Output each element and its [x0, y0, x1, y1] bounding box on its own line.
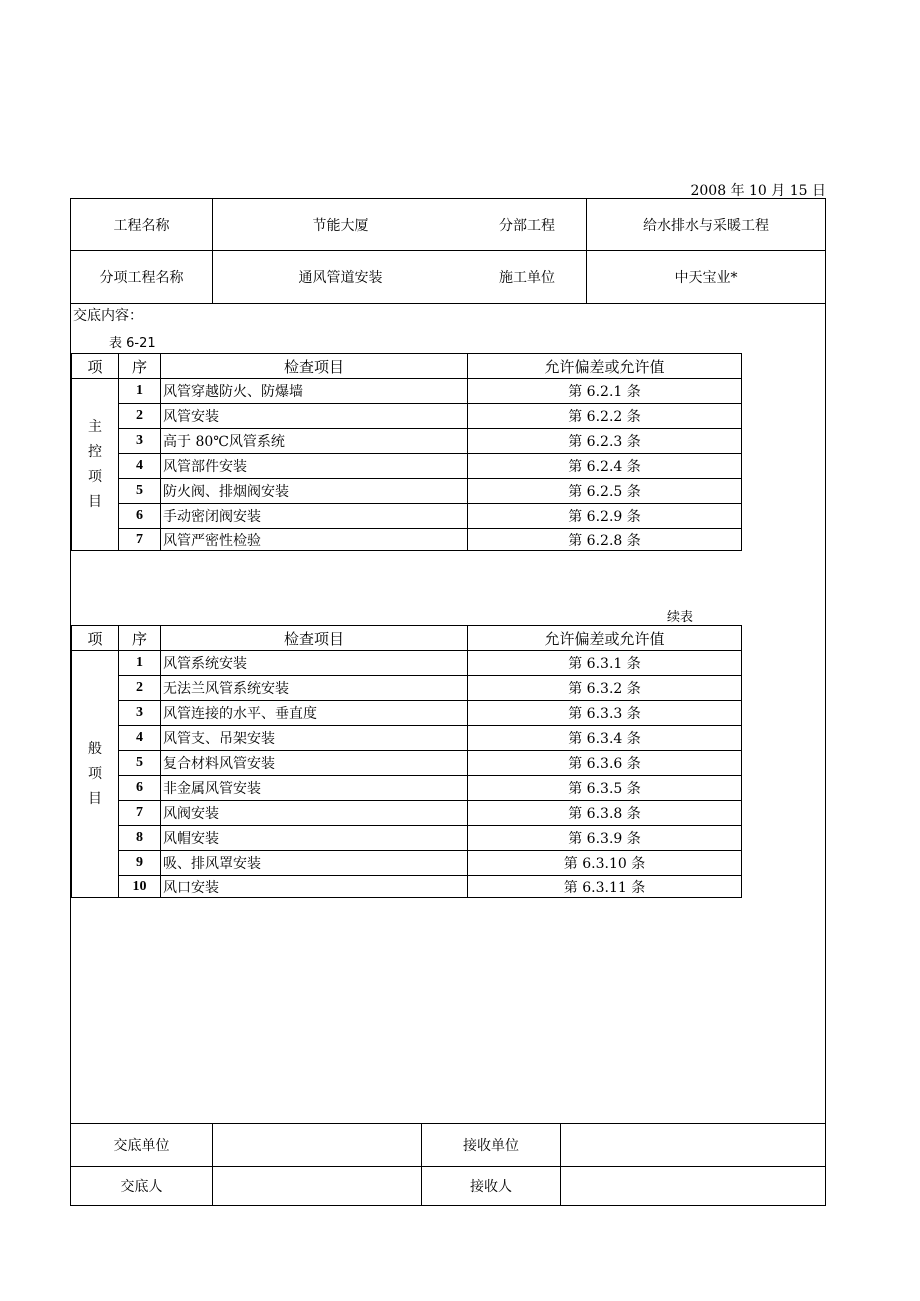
- row-value: 第 6.2.8 条: [468, 529, 742, 551]
- row-item: 非金属风管安装: [161, 776, 468, 801]
- header-item: 检查项目: [161, 354, 468, 379]
- table-row: [72, 751, 742, 776]
- header-value: 允许偏差或允许值: [468, 354, 742, 379]
- table1-caption: 表 6-21: [109, 336, 156, 351]
- row-value: 第 6.2.4 条: [468, 454, 742, 479]
- receiver-label: 接收人: [421, 1167, 560, 1205]
- row-value: 第 6.2.5 条: [468, 479, 742, 504]
- row-number: 2: [119, 676, 161, 701]
- table-row: [72, 479, 742, 504]
- table-row: [72, 676, 742, 701]
- row-value: 第 6.2.2 条: [468, 404, 742, 429]
- table-row: [72, 701, 742, 726]
- row-item: 风管穿越防火、防爆墙: [161, 379, 468, 404]
- header-row-project: [71, 199, 825, 251]
- row-item: 风阀安装: [161, 801, 468, 826]
- row-number: 6: [119, 504, 161, 529]
- footer-row-persons: [71, 1167, 825, 1205]
- header-number: 序: [119, 354, 161, 379]
- row-number: 6: [119, 776, 161, 801]
- receiver-field[interactable]: [560, 1167, 825, 1205]
- header-value: 允许偏差或允许值: [468, 626, 742, 651]
- subitem-value: 通风管道安装: [212, 251, 468, 303]
- table-row: [72, 826, 742, 851]
- content-label: 交底内容：: [73, 308, 143, 324]
- row-number: 7: [119, 801, 161, 826]
- row-item: 风管部件安装: [161, 454, 468, 479]
- row-item: 风管安装: [161, 404, 468, 429]
- row-number: 5: [119, 751, 161, 776]
- receive-unit-label: 接收单位: [421, 1124, 560, 1166]
- table-row: [72, 801, 742, 826]
- division-label: 分部工程: [499, 217, 555, 234]
- discloser-field[interactable]: [212, 1167, 421, 1205]
- table-row: [72, 454, 742, 479]
- row-number: 4: [119, 726, 161, 751]
- category-general: 般 项 目: [72, 651, 119, 898]
- category-main-control: 主 控 项 目: [72, 379, 119, 551]
- row-item: 风帽安装: [161, 826, 468, 851]
- header-category: 项: [72, 354, 119, 379]
- row-number: 4: [119, 454, 161, 479]
- row-item: 风口安装: [161, 876, 468, 898]
- contractor-value: 中天宝业*: [586, 251, 825, 303]
- general-items-table: [71, 625, 742, 898]
- row-number: 7: [119, 529, 161, 551]
- header-number: 序: [119, 626, 161, 651]
- row-value: 第 6.3.6 条: [468, 751, 742, 776]
- row-item: 风管系统安装: [161, 651, 468, 676]
- table2-header-row: [72, 626, 742, 651]
- main-control-items-table: [71, 353, 742, 551]
- table-row: [72, 651, 742, 676]
- row-number: 8: [119, 826, 161, 851]
- row-value: 第 6.2.1 条: [468, 379, 742, 404]
- row-item: 无法兰风管系统安装: [161, 676, 468, 701]
- table-row: [72, 726, 742, 751]
- table-row: [72, 776, 742, 801]
- row-value: 第 6.3.3 条: [468, 701, 742, 726]
- row-item: 高于 80℃风管系统: [161, 429, 468, 454]
- project-name-label: 工程名称: [113, 217, 170, 234]
- disclose-unit-field[interactable]: [212, 1124, 421, 1166]
- table-row: [72, 429, 742, 454]
- row-item: 防火阀、排烟阀安装: [161, 479, 468, 504]
- row-value: 第 6.3.2 条: [468, 676, 742, 701]
- row-value: 第 6.3.11 条: [468, 876, 742, 898]
- row-value: 第 6.3.1 条: [468, 651, 742, 676]
- row-value: 第 6.2.3 条: [468, 429, 742, 454]
- project-name-value: 节能大厦: [212, 199, 468, 250]
- row-number: 9: [119, 851, 161, 876]
- row-number: 10: [119, 876, 161, 898]
- row-number: 1: [119, 651, 161, 676]
- row-item: 吸、排风罩安装: [161, 851, 468, 876]
- footer-row-units: [71, 1123, 825, 1167]
- contractor-label: 施工单位: [499, 270, 555, 286]
- row-value: 第 6.3.10 条: [468, 851, 742, 876]
- table-row: [72, 529, 742, 551]
- table-row: [72, 504, 742, 529]
- row-number: 5: [119, 479, 161, 504]
- discloser-label: 交底人: [120, 1179, 163, 1195]
- receive-unit-field[interactable]: [560, 1124, 825, 1166]
- table2-caption: 续表: [667, 610, 694, 625]
- table-row: [72, 404, 742, 429]
- row-value: 第 6.3.8 条: [468, 801, 742, 826]
- table-row: [72, 876, 742, 898]
- row-item: 风管支、吊架安装: [161, 726, 468, 751]
- header-item: 检查项目: [161, 626, 468, 651]
- table1-header-row: [72, 354, 742, 379]
- row-value: 第 6.3.4 条: [468, 726, 742, 751]
- table-row: [72, 379, 742, 404]
- header-row-subitem: [71, 251, 825, 304]
- document-date: 2008 年 10 月 15 日: [690, 183, 826, 199]
- disclose-unit-label: 交底单位: [113, 1138, 170, 1154]
- row-value: 第 6.2.9 条: [468, 504, 742, 529]
- header-category: 项: [72, 626, 119, 651]
- row-item: 复合材料风管安装: [161, 751, 468, 776]
- disclosure-form: [70, 198, 826, 1206]
- row-number: 3: [119, 701, 161, 726]
- row-number: 2: [119, 404, 161, 429]
- row-item: 风管连接的水平、垂直度: [161, 701, 468, 726]
- row-value: 第 6.3.5 条: [468, 776, 742, 801]
- row-number: 1: [119, 379, 161, 404]
- row-value: 第 6.3.9 条: [468, 826, 742, 851]
- row-item: 手动密闭阀安装: [161, 504, 468, 529]
- row-item: 风管严密性检验: [161, 529, 468, 551]
- division-value: 给水排水与采暖工程: [586, 199, 825, 250]
- subitem-label: 分项工程名称: [99, 270, 184, 286]
- table-row: [72, 851, 742, 876]
- row-number: 3: [119, 429, 161, 454]
